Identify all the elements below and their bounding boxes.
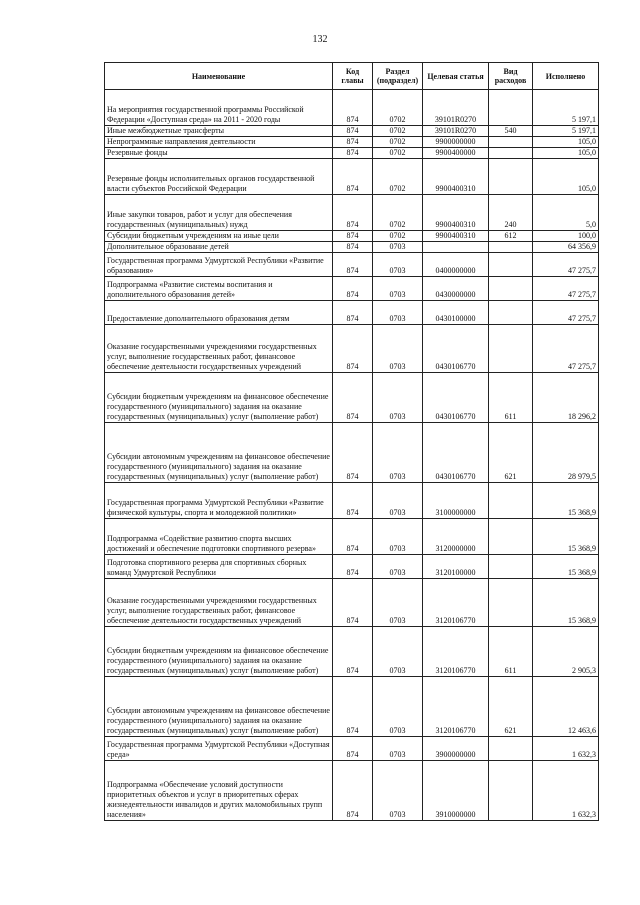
row-section-code: 0702 (373, 126, 423, 137)
row-section-code: 0702 (373, 148, 423, 159)
row-chapter-code: 874 (333, 627, 373, 677)
column-header-section: Раздел (подраздел) (373, 63, 423, 90)
row-expense-type (489, 159, 533, 195)
table-row (105, 325, 599, 373)
row-executed-amount: 47 275,7 (533, 277, 599, 301)
row-expense-type (489, 483, 533, 519)
row-target-code: 3900000000 (423, 737, 489, 761)
page-number: 132 (312, 34, 328, 45)
row-target-code: 3120106770 (423, 579, 489, 627)
row-target-code: 0400000000 (423, 253, 489, 277)
row-section-code: 0703 (373, 519, 423, 555)
row-executed-amount: 1 632,3 (533, 737, 599, 761)
row-expense-type: 240 (489, 195, 533, 231)
row-expense-type: 621 (489, 423, 533, 483)
row-executed-amount: 1 632,3 (533, 761, 599, 821)
row-name: Иные межбюджетные трансферты (105, 126, 333, 137)
row-name: Подпрограмма «Развитие системы воспитания и дополнительного образования детей» (105, 277, 333, 301)
row-executed-amount: 105,0 (533, 159, 599, 195)
row-target-code: 9900400000 (423, 148, 489, 159)
row-section-code: 0702 (373, 137, 423, 148)
row-section-code: 0703 (373, 423, 423, 483)
row-name: Подпрограмма «Обеспечение условий доступности приоритетных объектов и услуг в приоритетных сферах жизнедеятельности инвалидов и других маломобильных групп населения» (105, 761, 333, 821)
row-expense-type (489, 579, 533, 627)
row-chapter-code: 874 (333, 148, 373, 159)
row-chapter-code: 874 (333, 277, 373, 301)
row-executed-amount: 100,0 (533, 231, 599, 242)
row-section-code: 0702 (373, 195, 423, 231)
table-row (105, 126, 599, 137)
row-target-code: 3120106770 (423, 627, 489, 677)
row-chapter-code: 874 (333, 90, 373, 126)
row-section-code: 0703 (373, 579, 423, 627)
table-row (105, 277, 599, 301)
row-expense-type (489, 148, 533, 159)
row-expense-type: 612 (489, 231, 533, 242)
row-expense-type (489, 737, 533, 761)
row-expense-type (489, 90, 533, 126)
row-section-code: 0703 (373, 277, 423, 301)
table-row (105, 242, 599, 253)
table-row (105, 483, 599, 519)
row-name: Государственная программа Удмуртской Республики «Развитие образования» (105, 253, 333, 277)
row-chapter-code: 874 (333, 126, 373, 137)
row-target-code: 3120106770 (423, 677, 489, 737)
column-header-chapter: Код главы (333, 63, 373, 90)
row-executed-amount: 5 197,1 (533, 126, 599, 137)
row-name: Оказание государственными учреждениями государственных услуг, выполнение государственных работ, финансовое обеспечение деятельности государственных учреждений (105, 325, 333, 373)
row-chapter-code: 874 (333, 677, 373, 737)
table-row (105, 677, 599, 737)
row-expense-type (489, 761, 533, 821)
column-header-name: Наименование (105, 63, 333, 90)
row-chapter-code: 874 (333, 737, 373, 761)
row-expense-type (489, 555, 533, 579)
row-executed-amount: 5 197,1 (533, 90, 599, 126)
row-expense-type (489, 242, 533, 253)
row-section-code: 0703 (373, 627, 423, 677)
row-expense-type: 621 (489, 677, 533, 737)
row-chapter-code: 874 (333, 423, 373, 483)
row-expense-type (489, 253, 533, 277)
row-section-code: 0703 (373, 301, 423, 325)
row-chapter-code: 874 (333, 242, 373, 253)
row-expense-type (489, 519, 533, 555)
row-section-code: 0702 (373, 231, 423, 242)
row-name: Субсидии бюджетным учреждениям на иные цели (105, 231, 333, 242)
row-chapter-code: 874 (333, 253, 373, 277)
row-section-code: 0702 (373, 90, 423, 126)
row-name: Оказание государственными учреждениями государственных услуг, выполнение государственных работ, финансовое обеспечение деятельности государственных учреждений (105, 579, 333, 627)
table-row (105, 373, 599, 423)
row-executed-amount: 105,0 (533, 137, 599, 148)
row-expense-type (489, 277, 533, 301)
row-expense-type: 611 (489, 373, 533, 423)
row-target-code: 0430100000 (423, 301, 489, 325)
row-chapter-code: 874 (333, 579, 373, 627)
table-row (105, 231, 599, 242)
row-name: Государственная программа Удмуртской Республики «Развитие физической культуры, спорта и молодежной политики» (105, 483, 333, 519)
row-name: Резервные фонды (105, 148, 333, 159)
row-name: Субсидии бюджетным учреждениям на финансовое обеспечение государственного (муниципального) задания на оказание государственных (муниципальных) услуг (выполнение работ) (105, 373, 333, 423)
row-executed-amount: 15 368,9 (533, 483, 599, 519)
table-row (105, 195, 599, 231)
row-expense-type: 540 (489, 126, 533, 137)
row-chapter-code: 874 (333, 483, 373, 519)
row-name: Иные закупки товаров, работ и услуг для обеспечения государственных (муниципальных) нужд (105, 195, 333, 231)
row-executed-amount: 64 356,9 (533, 242, 599, 253)
column-header-expense: Вид расходов (489, 63, 533, 90)
row-chapter-code: 874 (333, 195, 373, 231)
row-executed-amount: 47 275,7 (533, 253, 599, 277)
table-row (105, 627, 599, 677)
row-executed-amount: 2 905,3 (533, 627, 599, 677)
row-name: Резервные фонды исполнительных органов государственной власти субъектов Российской Федерации (105, 159, 333, 195)
row-section-code: 0703 (373, 253, 423, 277)
budget-execution-table (104, 62, 599, 821)
row-chapter-code: 874 (333, 555, 373, 579)
row-section-code: 0703 (373, 737, 423, 761)
row-section-code: 0703 (373, 677, 423, 737)
row-expense-type (489, 325, 533, 373)
row-target-code: 9900400310 (423, 195, 489, 231)
row-name: Дополнительное образование детей (105, 242, 333, 253)
row-name: Непрограммные направления деятельности (105, 137, 333, 148)
row-executed-amount: 12 463,6 (533, 677, 599, 737)
column-header-target: Целевая статья (423, 63, 489, 90)
row-target-code: 9900000000 (423, 137, 489, 148)
table-row (105, 159, 599, 195)
table-row (105, 555, 599, 579)
row-executed-amount: 47 275,7 (533, 325, 599, 373)
row-chapter-code: 874 (333, 137, 373, 148)
table-row (105, 423, 599, 483)
row-chapter-code: 874 (333, 373, 373, 423)
row-section-code: 0703 (373, 761, 423, 821)
row-chapter-code: 874 (333, 159, 373, 195)
row-target-code: 9900400310 (423, 231, 489, 242)
row-target-code: 3910000000 (423, 761, 489, 821)
row-chapter-code: 874 (333, 761, 373, 821)
row-target-code: 3100000000 (423, 483, 489, 519)
table-row (105, 90, 599, 126)
row-executed-amount: 28 979,5 (533, 423, 599, 483)
row-target-code: 0430106770 (423, 423, 489, 483)
row-target-code: 0430106770 (423, 325, 489, 373)
row-name: Субсидии автономным учреждениям на финансовое обеспечение государственного (муниципального) задания на оказание государственных (муниципальных) услуг (выполнение работ) (105, 423, 333, 483)
row-executed-amount: 15 368,9 (533, 579, 599, 627)
row-name: Субсидии бюджетным учреждениям на финансовое обеспечение государственного (муниципального) задания на оказание государственных (муниципальных) услуг (выполнение работ) (105, 627, 333, 677)
row-section-code: 0703 (373, 483, 423, 519)
row-section-code: 0703 (373, 242, 423, 253)
row-target-code: 9900400310 (423, 159, 489, 195)
row-executed-amount: 15 368,9 (533, 519, 599, 555)
row-chapter-code: 874 (333, 301, 373, 325)
row-chapter-code: 874 (333, 519, 373, 555)
table-body (105, 90, 599, 821)
row-chapter-code: 874 (333, 325, 373, 373)
row-target-code: 3120000000 (423, 519, 489, 555)
row-target-code: 39101R0270 (423, 126, 489, 137)
row-chapter-code: 874 (333, 231, 373, 242)
table-row (105, 148, 599, 159)
row-executed-amount: 47 275,7 (533, 301, 599, 325)
row-executed-amount: 15 368,9 (533, 555, 599, 579)
table-row (105, 761, 599, 821)
row-executed-amount: 18 296,2 (533, 373, 599, 423)
row-expense-type (489, 137, 533, 148)
row-section-code: 0702 (373, 159, 423, 195)
row-section-code: 0703 (373, 373, 423, 423)
row-name: Предоставление дополнительного образования детям (105, 301, 333, 325)
row-executed-amount: 105,0 (533, 148, 599, 159)
row-section-code: 0703 (373, 555, 423, 579)
row-name: Субсидии автономным учреждениям на финансовое обеспечение государственного (муниципального) задания на оказание государственных (муниципальных) услуг (выполнение работ) (105, 677, 333, 737)
row-executed-amount: 5,0 (533, 195, 599, 231)
row-expense-type (489, 301, 533, 325)
row-target-code (423, 242, 489, 253)
row-name: Государственная программа Удмуртской Республики «Доступная среда» (105, 737, 333, 761)
table-row (105, 579, 599, 627)
row-section-code: 0703 (373, 325, 423, 373)
row-name: На мероприятия государственной программы Российской Федерации «Доступная среда» на 2011 - 2020 годы (105, 90, 333, 126)
table-row (105, 519, 599, 555)
table-row (105, 137, 599, 148)
column-header-executed: Исполнено (533, 63, 599, 90)
row-target-code: 3120100000 (423, 555, 489, 579)
row-expense-type: 611 (489, 627, 533, 677)
table-header-row (105, 63, 599, 90)
row-target-code: 0430106770 (423, 373, 489, 423)
row-name: Подпрограмма «Содействие развитию спорта высших достижений и обеспечение подготовки спортивного резерва» (105, 519, 333, 555)
table-row (105, 737, 599, 761)
row-target-code: 39101R0270 (423, 90, 489, 126)
row-target-code: 0430000000 (423, 277, 489, 301)
row-name: Подготовка спортивного резерва для спортивных сборных команд Удмуртской Республики (105, 555, 333, 579)
table-row (105, 253, 599, 277)
table-row (105, 301, 599, 325)
